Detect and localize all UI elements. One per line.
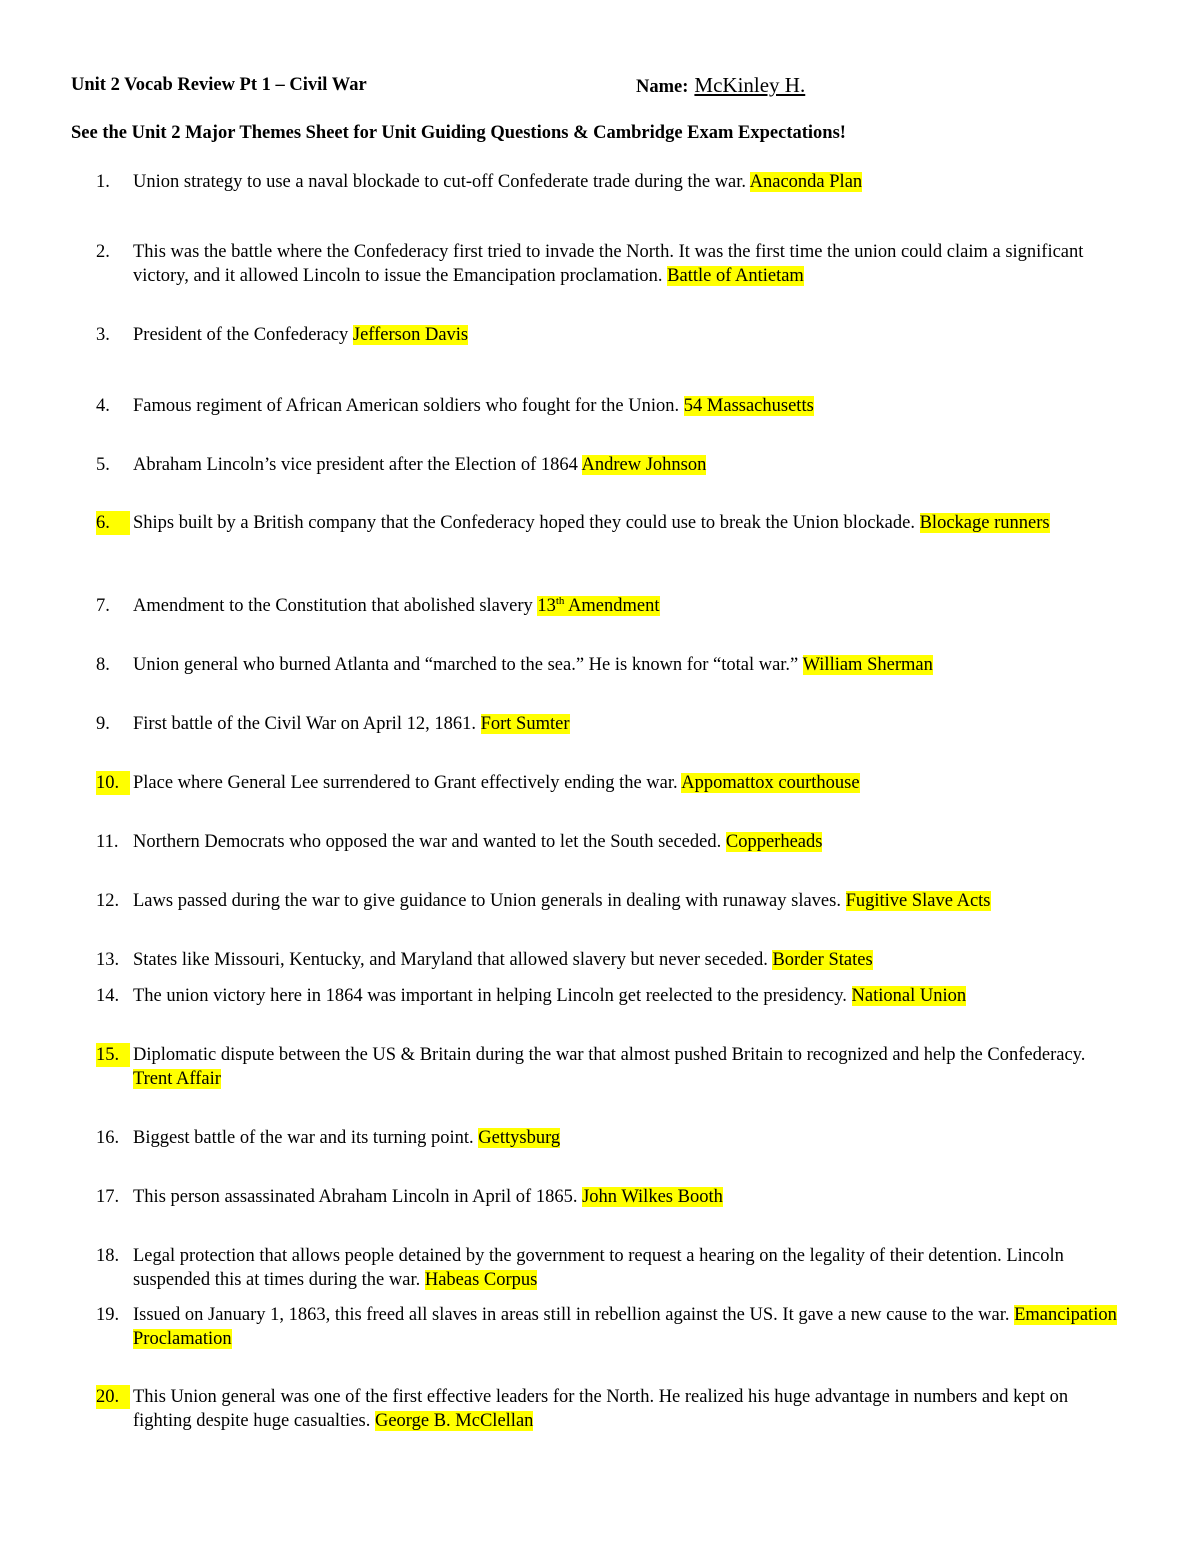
instructions-subtitle: See the Unit 2 Major Themes Sheet for Unit Guiding Questions & Cambridge Exam Expectations! xyxy=(71,123,846,143)
item-number: 7. xyxy=(96,596,110,616)
list-item xyxy=(96,653,1126,677)
item-number: 9. xyxy=(96,714,110,734)
item-question: This Union general was one of the first effective leaders for the North. He realized his huge advantage in numbers and kept on fighting despite huge casualties. xyxy=(133,1387,1069,1431)
item-answer: William Sherman xyxy=(802,655,933,675)
list-item xyxy=(96,984,1126,1008)
student-name xyxy=(636,73,805,98)
item-question: States like Missouri, Kentucky, and Maryland that allowed slavery but never seceded. xyxy=(133,950,768,970)
item-number: 4. xyxy=(96,396,110,416)
item-number: 17. xyxy=(96,1187,120,1207)
item-answer: Fort Sumter xyxy=(480,714,570,734)
list-item xyxy=(96,394,1126,418)
answer-main: 13 xyxy=(537,596,556,616)
item-question: Union general who burned Atlanta and “marched to the sea.” He is known for “total war.” xyxy=(133,655,799,675)
item-answer: Jefferson Davis xyxy=(352,325,469,345)
item-number: 10. xyxy=(96,771,130,795)
list-item xyxy=(96,170,1126,194)
item-number: 12. xyxy=(96,891,120,911)
list-item xyxy=(96,889,1126,913)
item-number: 20. xyxy=(96,1385,130,1409)
item-answer: Anaconda Plan xyxy=(749,172,863,192)
item-number: 5. xyxy=(96,455,110,475)
item-question: Legal protection that allows people detained by the government to request a hearing on the legality of their detention. Lincoln suspended this at times during the war. xyxy=(133,1246,1064,1290)
item-answer xyxy=(537,596,659,616)
answer-superscript: th xyxy=(555,594,565,607)
item-question: The union victory here in 1864 was important in helping Lincoln get reelected to the presidency. xyxy=(133,986,847,1006)
list-item xyxy=(96,712,1126,736)
item-number: 2. xyxy=(96,242,110,262)
item-question: This was the battle where the Confederacy first tried to invade the North. It was the first time the union could claim a significant victory, and it allowed Lincoln to issue the Emancipation proclamation. xyxy=(133,242,1084,286)
item-answer: Blockage runners xyxy=(919,513,1050,533)
item-answer: Trent Affair xyxy=(133,1069,221,1089)
item-answer: Border States xyxy=(772,950,873,970)
item-answer: Emancipation Proclamation xyxy=(133,1305,1117,1349)
item-number: 16. xyxy=(96,1128,120,1148)
item-number: 6. xyxy=(96,511,130,535)
item-question: Biggest battle of the war and its turning point. xyxy=(133,1128,474,1148)
item-number: 13. xyxy=(96,950,120,970)
answer-tail: Amendment xyxy=(564,596,660,616)
item-number: 18. xyxy=(96,1246,120,1266)
item-number: 19. xyxy=(96,1305,120,1325)
item-number: 1. xyxy=(96,172,110,192)
list-item xyxy=(96,830,1126,854)
item-answer: Copperheads xyxy=(725,832,823,852)
list-item xyxy=(96,1385,1126,1433)
item-answer: Andrew Johnson xyxy=(581,455,707,475)
item-answer: Habeas Corpus xyxy=(424,1270,538,1290)
name-label: Name: xyxy=(636,77,689,97)
item-question: Diplomatic dispute between the US & Britain during the war that almost pushed Britain to recognized and help the Confederacy. xyxy=(133,1045,1086,1065)
list-item xyxy=(96,594,1126,618)
item-question: First battle of the Civil War on April 12, 1861. xyxy=(133,714,476,734)
list-item xyxy=(96,1244,1126,1292)
item-number: 11. xyxy=(96,832,119,852)
item-answer: George B. McClellan xyxy=(374,1411,534,1431)
item-number: 3. xyxy=(96,325,110,345)
item-answer: John Wilkes Booth xyxy=(582,1187,723,1207)
list-item xyxy=(96,1043,1126,1091)
list-item xyxy=(96,511,1126,535)
item-question: Northern Democrats who opposed the war and wanted to let the South seceded. xyxy=(133,832,722,852)
list-item xyxy=(96,948,1126,972)
item-question: Amendment to the Constitution that abolished slavery xyxy=(133,596,533,616)
name-value: McKinley H. xyxy=(694,73,806,97)
list-item xyxy=(96,771,1126,795)
item-answer: National Union xyxy=(851,986,967,1006)
item-answer: Appomattox courthouse xyxy=(681,773,860,793)
item-question: Place where General Lee surrendered to Grant effectively ending the war. xyxy=(133,773,678,793)
item-question: Ships built by a British company that the Confederacy hoped they could use to break the Union blockade. xyxy=(133,513,915,533)
worksheet-title: Unit 2 Vocab Review Pt 1 – Civil War xyxy=(71,75,367,95)
list-item xyxy=(96,453,1126,477)
item-question: Laws passed during the war to give guidance to Union generals in dealing with runaway slaves. xyxy=(133,891,841,911)
list-item xyxy=(96,1303,1126,1351)
item-question: President of the Confederacy xyxy=(133,325,349,345)
item-answer: Fugitive Slave Acts xyxy=(845,891,991,911)
list-item xyxy=(96,1185,1126,1209)
item-question: Issued on January 1, 1863, this freed all slaves in areas still in rebellion against the US. It gave a new cause to the war. xyxy=(133,1305,1010,1325)
item-question: This person assassinated Abraham Lincoln in April of 1865. xyxy=(133,1187,578,1207)
list-item xyxy=(96,1126,1126,1150)
list-item xyxy=(96,323,1126,347)
item-number: 8. xyxy=(96,655,110,675)
item-question: Union strategy to use a naval blockade to cut-off Confederate trade during the war. xyxy=(133,172,747,192)
item-number: 14. xyxy=(96,986,120,1006)
item-answer: Gettysburg xyxy=(478,1128,561,1148)
item-question: Famous regiment of African American soldiers who fought for the Union. xyxy=(133,396,680,416)
item-number: 15. xyxy=(96,1043,130,1067)
item-answer: 54 Massachusetts xyxy=(683,396,814,416)
list-item xyxy=(96,240,1126,288)
item-answer: Battle of Antietam xyxy=(667,266,804,286)
item-question: Abraham Lincoln’s vice president after the Election of 1864 xyxy=(133,455,578,475)
